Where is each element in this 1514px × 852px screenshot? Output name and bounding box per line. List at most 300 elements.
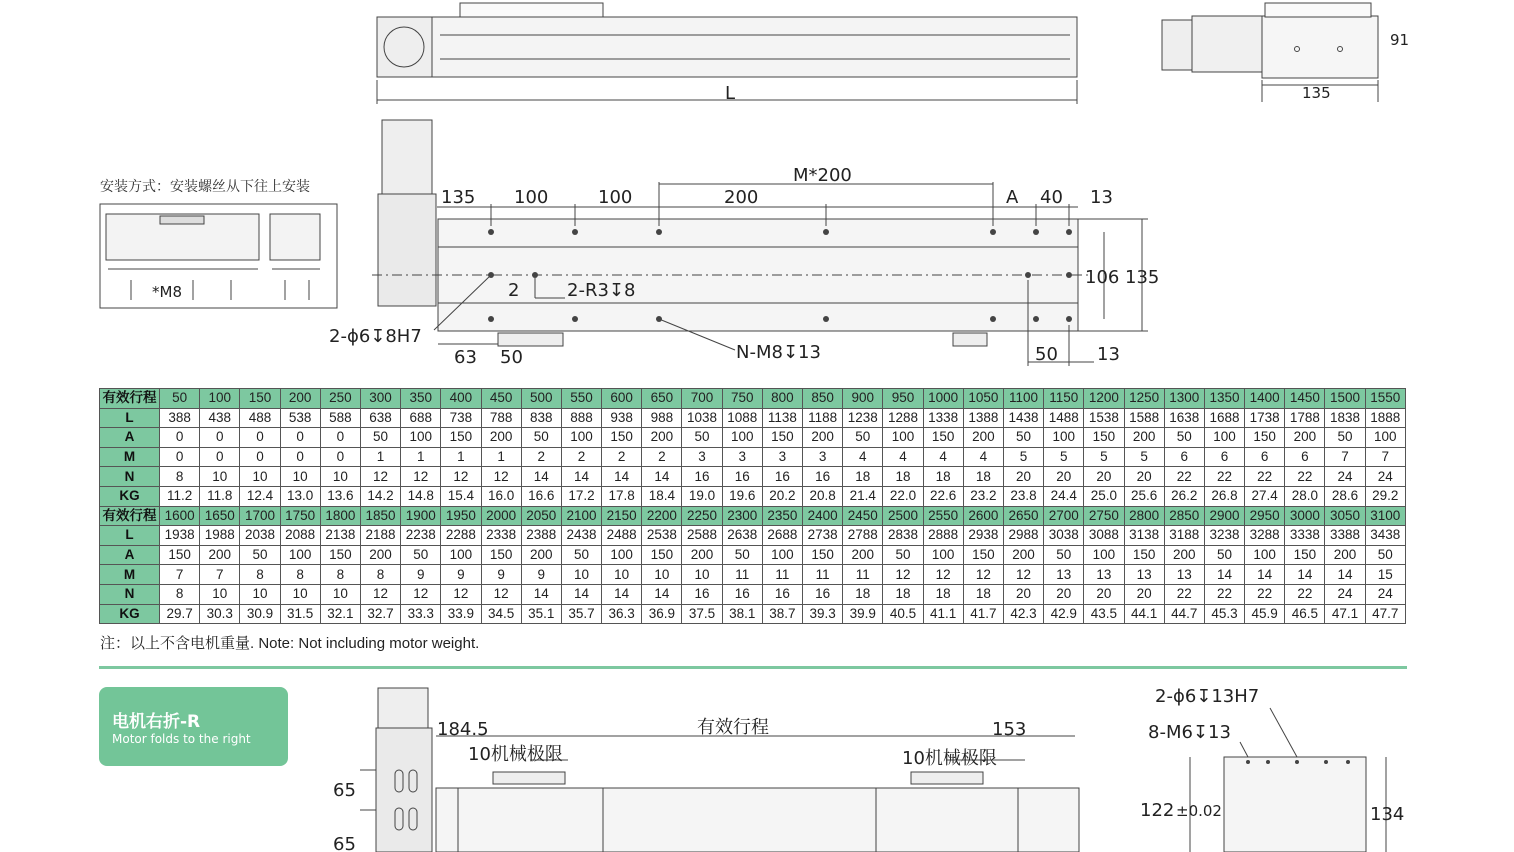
table-cell: 2138 (320, 526, 360, 546)
table-cell: 100 (1365, 428, 1405, 448)
table-cell: 10 (240, 467, 280, 487)
table-cell: 8 (320, 565, 360, 585)
motor-fold-tag (99, 687, 288, 766)
table-cell: 2350 (762, 506, 802, 526)
table-cell: 2 (561, 447, 601, 467)
table-cell: 4 (963, 447, 1003, 467)
table-cell: 2650 (1003, 506, 1043, 526)
table-cell: 1738 (1245, 408, 1285, 428)
table-cell: 5 (1003, 447, 1043, 467)
table-cell: 14 (602, 467, 642, 487)
table-cell: 10 (280, 467, 320, 487)
table-row (100, 526, 1406, 546)
table-cell: 20.2 (762, 486, 802, 506)
table-cell: 150 (240, 389, 280, 409)
table-cell: 39.9 (843, 604, 883, 624)
table-cell: 11 (722, 565, 762, 585)
table-cell: 2538 (642, 526, 682, 546)
table-cell: 1388 (963, 408, 1003, 428)
table-cell: 4 (883, 447, 923, 467)
table-cell: 2938 (963, 526, 1003, 546)
table-cell: 50 (401, 545, 441, 565)
motor-fold-title: 电机右折-R (112, 712, 201, 732)
row-label: L (100, 408, 160, 428)
mount-screw-label: *M8 (152, 283, 182, 301)
table-cell: 11.2 (160, 486, 200, 506)
table-cell: 11 (843, 565, 883, 585)
table-cell: 938 (602, 408, 642, 428)
table-cell: 2188 (360, 526, 400, 546)
table-cell: 2038 (240, 526, 280, 546)
table-cell: 18 (963, 584, 1003, 604)
table-cell: 100 (1204, 428, 1244, 448)
table-cell: 6 (1164, 447, 1204, 467)
table-cell: 2788 (843, 526, 883, 546)
table-cell: 13 (1164, 565, 1204, 585)
table-cell: 100 (602, 545, 642, 565)
table-cell: 550 (561, 389, 601, 409)
end-height-label: 91 (1390, 31, 1410, 49)
table-cell: 44.7 (1164, 604, 1204, 624)
table-cell: 150 (762, 428, 802, 448)
table-cell: 9 (441, 565, 481, 585)
table-cell: 2688 (762, 526, 802, 546)
table-cell: 17.8 (602, 486, 642, 506)
table-cell: 47.1 (1325, 604, 1365, 624)
table-cell: 2900 (1204, 506, 1244, 526)
table-cell: 200 (1003, 545, 1043, 565)
table-cell: 50 (1044, 545, 1084, 565)
table-cell: 2338 (481, 526, 521, 546)
dim-100-a: 100 (514, 187, 549, 208)
table-cell: 1300 (1164, 389, 1204, 409)
table-cell: 600 (602, 389, 642, 409)
table-cell: 450 (481, 389, 521, 409)
table-cell: 2100 (561, 506, 601, 526)
length-label: L (725, 83, 736, 104)
mount-caption: 安装方式：安装螺丝从下往上安装 (100, 179, 310, 195)
table-cell: 788 (481, 408, 521, 428)
table-cell: 2000 (481, 506, 521, 526)
table-cell: 23.2 (963, 486, 1003, 506)
table-cell: 50 (1164, 428, 1204, 448)
dim-63: 63 (454, 347, 477, 368)
table-cell: 31.5 (280, 604, 320, 624)
table-cell: 22 (1285, 584, 1325, 604)
table-cell: 16 (803, 467, 843, 487)
table-cell: 150 (642, 545, 682, 565)
table-cell: 50 (1003, 428, 1043, 448)
table-cell: 3038 (1044, 526, 1084, 546)
table-cell: 20 (1084, 584, 1124, 604)
table-cell: 13 (1084, 565, 1124, 585)
table-cell: 20 (1003, 467, 1043, 487)
table-cell: 688 (401, 408, 441, 428)
section2-drawing (360, 688, 1386, 852)
table-cell: 24 (1325, 467, 1365, 487)
table-cell: 18 (843, 467, 883, 487)
dim-50-left: 50 (500, 347, 523, 368)
table-cell: 30.3 (200, 604, 240, 624)
table-cell: 2200 (642, 506, 682, 526)
table-cell: 1750 (280, 506, 320, 526)
table-cell: 2400 (803, 506, 843, 526)
row-label: N (100, 584, 160, 604)
table-cell: 19.6 (722, 486, 762, 506)
table-cell: 800 (762, 389, 802, 409)
table-cell: 1200 (1084, 389, 1124, 409)
table-cell: 1138 (762, 408, 802, 428)
hole-r3-label: 2-R3↧8 (567, 280, 636, 301)
limit-right: 10机械极限 (902, 748, 997, 769)
table-cell: 18 (843, 584, 883, 604)
table-cell: 200 (843, 545, 883, 565)
table-cell: 100 (561, 428, 601, 448)
table-cell: 10 (320, 584, 360, 604)
table-cell: 22 (1245, 584, 1285, 604)
table-cell: 19.0 (682, 486, 722, 506)
table-cell: 20.8 (803, 486, 843, 506)
table-cell: 838 (521, 408, 561, 428)
table-cell: 2550 (923, 506, 963, 526)
table-cell: 9 (521, 565, 561, 585)
table-cell: 0 (320, 428, 360, 448)
table-cell: 2600 (963, 506, 1003, 526)
table-cell: 988 (642, 408, 682, 428)
table-cell: 18 (923, 467, 963, 487)
table-cell: 1 (481, 447, 521, 467)
table-cell: 2800 (1124, 506, 1164, 526)
table-cell: 17.2 (561, 486, 601, 506)
table-cell: 2988 (1003, 526, 1043, 546)
table-cell: 16 (682, 467, 722, 487)
table-cell: 1900 (401, 506, 441, 526)
table-cell: 13 (1124, 565, 1164, 585)
table-cell: 22 (1164, 584, 1204, 604)
table-cell: 3138 (1124, 526, 1164, 546)
table-cell: 8 (360, 565, 400, 585)
table-cell: 150 (160, 545, 200, 565)
table-cell: 2288 (441, 526, 481, 546)
table-cell: 28.6 (1325, 486, 1365, 506)
table-cell: 35.1 (521, 604, 561, 624)
table-cell: 14 (642, 467, 682, 487)
table-row (100, 565, 1406, 585)
table-cell: 24.4 (1044, 486, 1084, 506)
table-cell: 150 (320, 545, 360, 565)
hole-phi6-label: 2-ϕ6↧8H7 (329, 326, 422, 347)
table-cell: 6 (1245, 447, 1285, 467)
table-cell: 9 (481, 565, 521, 585)
table-cell: 200 (803, 428, 843, 448)
table-cell: 200 (1285, 428, 1325, 448)
table-cell: 0 (240, 447, 280, 467)
table-cell: 150 (923, 428, 963, 448)
table-cell: 3 (762, 447, 802, 467)
table-cell: 27.4 (1245, 486, 1285, 506)
table-cell: 16 (803, 584, 843, 604)
table-cell: 50 (521, 428, 561, 448)
table-cell: 1488 (1044, 408, 1084, 428)
table-cell: 13.0 (280, 486, 320, 506)
table-cell: 1338 (923, 408, 963, 428)
table-cell: 10 (561, 565, 601, 585)
table-cell: 8 (280, 565, 320, 585)
table-cell: 2388 (521, 526, 561, 546)
table-cell: 100 (1084, 545, 1124, 565)
table-cell: 1950 (441, 506, 481, 526)
hole-m6-label: 8-M6↧13 (1148, 722, 1231, 743)
table-cell: 100 (200, 389, 240, 409)
table-cell: 3088 (1084, 526, 1124, 546)
table-cell: 7 (160, 565, 200, 585)
table-cell: 1050 (963, 389, 1003, 409)
spec-table (99, 388, 1406, 624)
table-cell: 0 (280, 447, 320, 467)
table-cell: 50 (722, 545, 762, 565)
table-cell: 150 (1084, 428, 1124, 448)
table-cell: 2450 (843, 506, 883, 526)
table-cell: 0 (200, 447, 240, 467)
table-cell: 1538 (1084, 408, 1124, 428)
table-cell: 1588 (1124, 408, 1164, 428)
table-cell: 100 (883, 428, 923, 448)
table-cell: 41.7 (963, 604, 1003, 624)
table-cell: 2 (521, 447, 561, 467)
table-cell: 16.0 (481, 486, 521, 506)
table-cell: 50 (360, 428, 400, 448)
table-cell: 20 (1003, 584, 1043, 604)
table-cell: 12 (481, 467, 521, 487)
table-cell: 10 (200, 584, 240, 604)
table-cell: 1100 (1003, 389, 1043, 409)
end-width-label: 135 (1302, 84, 1331, 102)
table-row (100, 604, 1406, 624)
table-cell: 1038 (682, 408, 722, 428)
table-cell: 1938 (160, 526, 200, 546)
table-cell: 14 (1245, 565, 1285, 585)
table-cell: 25.6 (1124, 486, 1164, 506)
table-cell: 2438 (561, 526, 601, 546)
table-cell: 18 (883, 467, 923, 487)
row-label: KG (100, 486, 160, 506)
table-cell: 45.9 (1245, 604, 1285, 624)
table-cell: 20 (1124, 584, 1164, 604)
table-cell: 150 (1285, 545, 1325, 565)
table-cell: 3188 (1164, 526, 1204, 546)
table-cell: 10 (642, 565, 682, 585)
table-cell: 1438 (1003, 408, 1043, 428)
section-divider (99, 666, 1407, 669)
table-cell: 14 (642, 584, 682, 604)
table-cell: 12.4 (240, 486, 280, 506)
table-cell: 11.8 (200, 486, 240, 506)
table-cell: 3338 (1285, 526, 1325, 546)
table-cell: 588 (320, 408, 360, 428)
table-cell: 0 (160, 428, 200, 448)
table-cell: 24 (1325, 584, 1365, 604)
table-cell: 7 (1325, 447, 1365, 467)
table-cell: 50 (561, 545, 601, 565)
table-cell: 3100 (1365, 506, 1405, 526)
table-cell: 2750 (1084, 506, 1124, 526)
table-cell: 42.3 (1003, 604, 1043, 624)
dim-135: 135 (441, 187, 476, 208)
table-cell: 14 (561, 584, 601, 604)
table-cell: 29.2 (1365, 486, 1405, 506)
table-cell: 50 (160, 389, 200, 409)
dim-184: 184.5 (437, 719, 489, 740)
dim-153: 153 (992, 719, 1027, 740)
table-cell: 488 (240, 408, 280, 428)
table-cell: 45.3 (1204, 604, 1244, 624)
table-cell: 16 (722, 467, 762, 487)
row-label: N (100, 467, 160, 487)
table-cell: 34.5 (481, 604, 521, 624)
table-cell: 850 (803, 389, 843, 409)
table-row (100, 486, 1406, 506)
table-cell: 1988 (200, 526, 240, 546)
table-cell: 150 (803, 545, 843, 565)
table-cell: 10 (602, 565, 642, 585)
table-cell: 1600 (160, 506, 200, 526)
motor-fold-subtitle: Motor folds to the right (112, 732, 251, 746)
table-cell: 14 (521, 584, 561, 604)
table-cell: 1 (401, 447, 441, 467)
table-cell: 43.5 (1084, 604, 1124, 624)
table-row (100, 408, 1406, 428)
dim-122: 122 (1140, 800, 1175, 821)
table-cell: 14.2 (360, 486, 400, 506)
table-cell: 18.4 (642, 486, 682, 506)
table-cell: 1000 (923, 389, 963, 409)
table-cell: 35.7 (561, 604, 601, 624)
table-cell: 22 (1164, 467, 1204, 487)
table-cell: 4 (843, 447, 883, 467)
table-cell: 18 (963, 467, 1003, 487)
table-cell: 388 (160, 408, 200, 428)
table-cell: 15.4 (441, 486, 481, 506)
table-cell: 100 (762, 545, 802, 565)
table-cell: 200 (1124, 428, 1164, 448)
table-cell: 900 (843, 389, 883, 409)
table-cell: 950 (883, 389, 923, 409)
dim-40: 40 (1040, 187, 1063, 208)
table-cell: 29.7 (160, 604, 200, 624)
table-cell: 12 (441, 584, 481, 604)
table-cell: 33.9 (441, 604, 481, 624)
table-cell: 3438 (1365, 526, 1405, 546)
table-cell: 7 (1365, 447, 1405, 467)
table-cell: 16 (762, 584, 802, 604)
table-cell: 26.2 (1164, 486, 1204, 506)
table-cell: 150 (1245, 428, 1285, 448)
table-cell: 2638 (722, 526, 762, 546)
pitch-label: M*200 (793, 165, 852, 186)
table-cell: 538 (280, 408, 320, 428)
table-cell: 14 (1285, 565, 1325, 585)
table-cell: 20 (1044, 467, 1084, 487)
table-cell: 2850 (1164, 506, 1204, 526)
table-cell: 1350 (1204, 389, 1244, 409)
table-cell: 1400 (1245, 389, 1285, 409)
table-row (100, 545, 1406, 565)
table-cell: 3050 (1325, 506, 1365, 526)
table-cell: 18 (883, 584, 923, 604)
end-view (1162, 3, 1378, 102)
table-cell: 47.7 (1365, 604, 1405, 624)
table-cell: 1788 (1285, 408, 1325, 428)
table-cell: 38.7 (762, 604, 802, 624)
table-cell: 1238 (843, 408, 883, 428)
row-label: M (100, 565, 160, 585)
table-cell: 3 (722, 447, 762, 467)
table-cell: 10 (200, 467, 240, 487)
table-cell: 36.9 (642, 604, 682, 624)
dim-106: 106 (1085, 267, 1120, 288)
table-cell: 10 (240, 584, 280, 604)
table-cell: 50 (1365, 545, 1405, 565)
dim-200: 200 (724, 187, 759, 208)
dim-65-b: 65 (333, 834, 356, 852)
table-cell: 1288 (883, 408, 923, 428)
table-cell: 22 (1204, 584, 1244, 604)
table-cell: 5 (1044, 447, 1084, 467)
table-cell: 200 (1164, 545, 1204, 565)
table-cell: 650 (642, 389, 682, 409)
table-cell: 12 (401, 584, 441, 604)
table-cell: 888 (561, 408, 601, 428)
table-cell: 4 (923, 447, 963, 467)
table-cell: 200 (521, 545, 561, 565)
table-cell: 738 (441, 408, 481, 428)
table-cell: 0 (280, 428, 320, 448)
table-cell: 1838 (1325, 408, 1365, 428)
table-cell: 3000 (1285, 506, 1325, 526)
table-cell: 1888 (1365, 408, 1405, 428)
table-cell: 3 (682, 447, 722, 467)
table-cell: 2 (642, 447, 682, 467)
table-cell: 1150 (1044, 389, 1084, 409)
table-cell: 14 (602, 584, 642, 604)
dim-50-right: 50 (1035, 344, 1058, 365)
table-cell: 200 (200, 545, 240, 565)
table-cell: 150 (963, 545, 1003, 565)
table-cell: 10 (682, 565, 722, 585)
table-cell: 3 (803, 447, 843, 467)
table-cell: 16 (722, 584, 762, 604)
table-cell: 150 (1124, 545, 1164, 565)
table-cell: 16 (762, 467, 802, 487)
table-cell: 13.6 (320, 486, 360, 506)
table-cell: 150 (481, 545, 521, 565)
table-cell: 638 (360, 408, 400, 428)
table-cell: 44.1 (1124, 604, 1164, 624)
table-cell: 2300 (722, 506, 762, 526)
table-cell: 22 (1204, 467, 1244, 487)
table-cell: 23.8 (1003, 486, 1043, 506)
table-cell: 250 (320, 389, 360, 409)
table-cell: 300 (360, 389, 400, 409)
table-cell: 13 (1044, 565, 1084, 585)
table-cell: 36.3 (602, 604, 642, 624)
table-cell: 30.9 (240, 604, 280, 624)
table-cell: 14 (561, 467, 601, 487)
table-cell: 32.7 (360, 604, 400, 624)
table-cell: 1688 (1204, 408, 1244, 428)
table-cell: 33.3 (401, 604, 441, 624)
table-cell: 100 (1245, 545, 1285, 565)
